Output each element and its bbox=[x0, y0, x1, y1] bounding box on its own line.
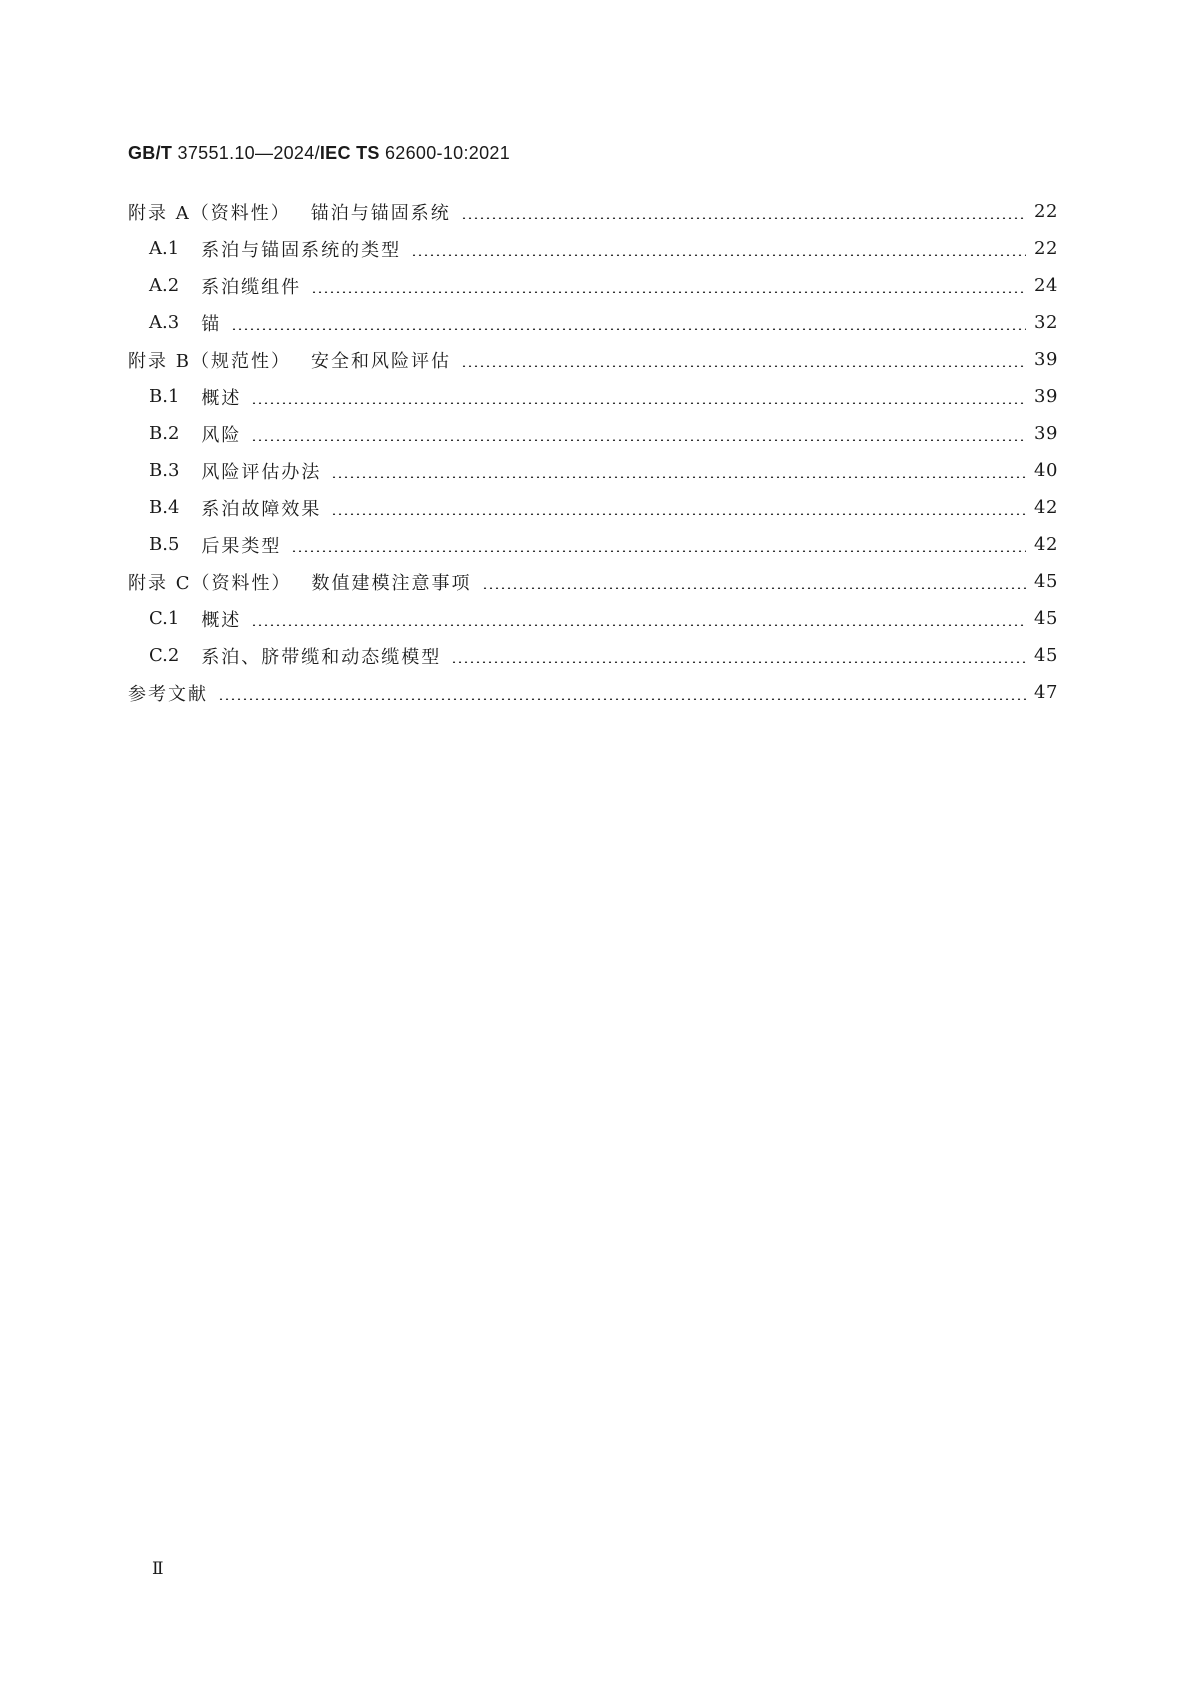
toc-entry[interactable] bbox=[128, 230, 1056, 267]
toc-entry-page: 47 bbox=[1034, 682, 1058, 703]
toc-entry-title: 概述 bbox=[201, 387, 242, 409]
toc-entry[interactable] bbox=[128, 267, 1056, 304]
toc-entry-label bbox=[201, 310, 221, 336]
toc-entry-label bbox=[128, 199, 451, 225]
header-iec-prefix: IEC TS bbox=[319, 143, 380, 163]
dot-leader bbox=[251, 439, 1026, 441]
toc-entry-label bbox=[201, 532, 281, 558]
toc-entry-page: 40 bbox=[1034, 460, 1058, 481]
toc-entry-number: B.3 bbox=[149, 460, 180, 481]
toc-entry-title: 风险 bbox=[201, 424, 242, 446]
toc-entry-label bbox=[201, 606, 241, 632]
toc-entry-page: 24 bbox=[1034, 275, 1058, 296]
toc-entry-label bbox=[201, 458, 321, 484]
toc-entry[interactable] bbox=[128, 341, 1056, 378]
dot-leader bbox=[461, 217, 1026, 219]
page-number-footer: Ⅱ bbox=[152, 1559, 164, 1579]
toc-entry-title: 概述 bbox=[201, 609, 242, 631]
toc-entry-number: C.1 bbox=[149, 608, 180, 629]
dot-leader bbox=[311, 291, 1026, 293]
toc-entry-page: 45 bbox=[1034, 571, 1058, 592]
toc-entry-page: 45 bbox=[1034, 645, 1058, 666]
dot-leader bbox=[482, 587, 1027, 589]
dot-leader bbox=[231, 328, 1026, 330]
toc-entry[interactable] bbox=[128, 489, 1056, 526]
toc-entry-number: B.2 bbox=[149, 423, 180, 444]
toc-entry-title: 后果类型 bbox=[201, 535, 282, 557]
document-header bbox=[128, 143, 510, 164]
dot-leader bbox=[331, 513, 1026, 515]
toc-entry[interactable] bbox=[128, 193, 1056, 230]
toc-entry-title: 数值建模注意事项 bbox=[311, 572, 472, 594]
toc-entry-title: 参考文献 bbox=[128, 683, 208, 705]
toc-entry[interactable] bbox=[128, 637, 1056, 674]
header-iec-number: 62600-10:2021 bbox=[385, 143, 511, 163]
toc-entry-label bbox=[201, 643, 441, 669]
dot-leader bbox=[451, 661, 1026, 663]
toc-entry-page: 39 bbox=[1034, 423, 1058, 444]
toc-entry-number: B.5 bbox=[149, 534, 180, 555]
toc-entry-page: 39 bbox=[1034, 386, 1058, 407]
toc-entry-page: 22 bbox=[1034, 201, 1058, 222]
toc-entry-label bbox=[201, 384, 241, 410]
toc-entry-label bbox=[201, 421, 241, 447]
toc-entry-title: 系泊故障效果 bbox=[201, 498, 322, 520]
toc-entry-page: 32 bbox=[1034, 312, 1058, 333]
header-dash: — bbox=[255, 143, 274, 163]
dot-leader bbox=[411, 254, 1026, 256]
toc-entry[interactable] bbox=[128, 304, 1056, 341]
toc-entry-number: B.4 bbox=[149, 497, 180, 518]
toc-entry-number: A.3 bbox=[149, 312, 180, 333]
dot-leader bbox=[291, 550, 1026, 552]
toc-entry-title: 系泊缆组件 bbox=[201, 276, 302, 298]
toc-entry-number: A.2 bbox=[149, 275, 180, 296]
toc-entry-title: 风险评估办法 bbox=[201, 461, 322, 483]
toc-entry-label bbox=[128, 347, 451, 373]
toc-entry-number: B.1 bbox=[149, 386, 180, 407]
toc-entry-page: 42 bbox=[1034, 534, 1058, 555]
toc-entry-title: 锚 bbox=[201, 313, 222, 335]
toc-entry-title: 系泊与锚固系统的类型 bbox=[201, 239, 402, 261]
toc-entry[interactable] bbox=[128, 563, 1056, 600]
toc-entry-title: 系泊、脐带缆和动态缆模型 bbox=[201, 646, 442, 668]
dot-leader bbox=[461, 365, 1026, 367]
toc-entry[interactable] bbox=[128, 526, 1056, 563]
header-year: 2024 bbox=[273, 143, 315, 163]
toc-entry-label bbox=[201, 273, 301, 299]
toc-entry-label bbox=[128, 569, 472, 595]
toc-entry-page: 45 bbox=[1034, 608, 1058, 629]
header-standard-prefix: GB/T bbox=[128, 143, 173, 163]
toc-entry-page: 39 bbox=[1034, 349, 1058, 370]
header-standard-number: 37551.10 bbox=[177, 143, 255, 163]
toc-entry[interactable] bbox=[128, 600, 1056, 637]
toc-entry-label bbox=[128, 680, 208, 706]
toc-entry-label bbox=[201, 495, 321, 521]
toc-annex-label: 附录 C（资料性） bbox=[128, 572, 292, 594]
toc-entry[interactable] bbox=[128, 378, 1056, 415]
dot-leader bbox=[331, 476, 1026, 478]
table-of-contents bbox=[128, 193, 1056, 711]
toc-entry-title: 安全和风险评估 bbox=[310, 350, 451, 372]
toc-entry[interactable] bbox=[128, 452, 1056, 489]
dot-leader bbox=[251, 624, 1026, 626]
toc-entry-page: 22 bbox=[1034, 238, 1058, 259]
toc-entry-number: C.2 bbox=[149, 645, 180, 666]
toc-annex-label: 附录 A（资料性） bbox=[128, 202, 291, 224]
dot-leader bbox=[251, 402, 1026, 404]
toc-entry-number: A.1 bbox=[149, 238, 180, 259]
toc-annex-label: 附录 B（规范性） bbox=[128, 350, 291, 372]
toc-entry-label bbox=[201, 236, 401, 262]
toc-entry-page: 42 bbox=[1034, 497, 1058, 518]
header-slash: / bbox=[314, 143, 320, 163]
toc-entry-title: 锚泊与锚固系统 bbox=[310, 202, 451, 224]
toc-entry[interactable] bbox=[128, 674, 1056, 711]
dot-leader bbox=[218, 698, 1026, 700]
toc-entry[interactable] bbox=[128, 415, 1056, 452]
